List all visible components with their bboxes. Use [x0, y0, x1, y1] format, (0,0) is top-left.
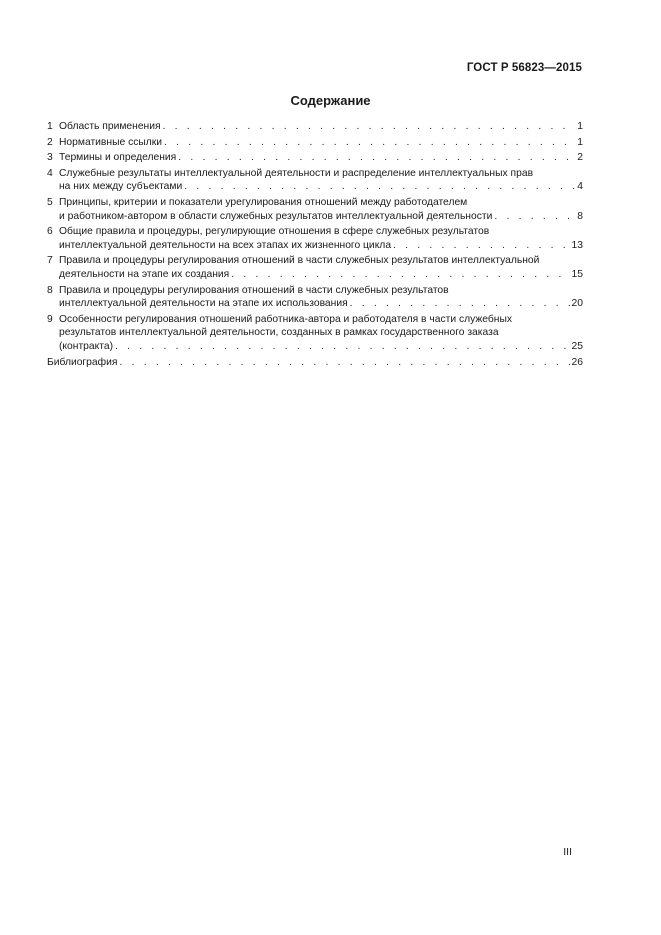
toc-entry-number: 2	[47, 136, 53, 148]
toc-leader-dots	[115, 340, 570, 354]
toc-entry-page: 13	[571, 239, 583, 251]
toc-entry-line	[47, 120, 583, 134]
toc-entry-title: Библиография	[47, 356, 118, 368]
toc-entry	[47, 136, 583, 150]
standard-code: ГОСТ Р 56823—2015	[466, 62, 582, 74]
toc-entry-line	[47, 136, 583, 150]
toc-entry-title: Служебные результаты интеллектуальной деятельности и распределение интеллектуальных прав	[59, 167, 534, 179]
toc-entry-title: Правила и процедуры регулирования отношений в части служебных результатов	[59, 284, 449, 296]
toc-entry-number: 7	[47, 255, 53, 267]
toc-entry-line	[47, 210, 583, 224]
toc-entry-line	[47, 167, 583, 181]
toc-entry-title: Область применения	[59, 121, 161, 132]
toc-entry-title: (контракта)	[59, 340, 114, 352]
toc-entry	[47, 284, 583, 311]
toc-entry-title: Термины и определения	[59, 152, 177, 164]
toc-entry-number: 8	[47, 284, 53, 296]
page-number: III	[563, 846, 572, 858]
toc-entry-line	[47, 356, 583, 370]
toc-entry	[47, 225, 583, 252]
toc-leader-dots	[494, 210, 575, 224]
toc-leader-dots	[163, 120, 576, 134]
toc-entry-text	[47, 285, 449, 296]
toc-entry-page: 20	[571, 298, 583, 310]
toc-leader-dots	[178, 151, 575, 165]
toc-entry-title: Общие правила и процедуры, регулирующие отношения в сфере служебных результатов	[59, 226, 490, 238]
toc-entry	[47, 167, 583, 194]
toc-entry	[47, 196, 583, 223]
toc-entry-line	[47, 284, 583, 298]
toc-entry-text	[59, 268, 229, 282]
toc-entry-text	[47, 314, 512, 325]
toc-entry-page: 1	[577, 121, 583, 132]
toc-leader-dots	[231, 268, 569, 282]
toc-leader-dots	[350, 297, 570, 311]
toc-entry-line	[47, 313, 583, 327]
toc-entry-title: интеллектуальной деятельности на этапе их использования	[59, 298, 348, 310]
toc-leader-dots	[393, 239, 569, 253]
toc-entry-text	[59, 340, 113, 354]
toc-entry-text	[47, 356, 117, 370]
toc-entry-title: и работником-автором в области служебных результатов интеллектуальной деятельности	[59, 210, 493, 222]
toc-entry-line	[47, 180, 583, 194]
toc-entry-text	[47, 197, 467, 208]
toc-entry-line	[47, 326, 583, 340]
toc-entry-text	[47, 226, 489, 237]
toc-entry-text	[47, 151, 176, 165]
toc-entry-page: 4	[577, 181, 583, 193]
toc-entry-number: 5	[47, 196, 53, 208]
table-of-contents	[47, 120, 583, 371]
toc-entry-number: 4	[47, 167, 53, 179]
toc-leader-dots	[164, 136, 575, 150]
toc-entry-page: 2	[577, 152, 583, 164]
toc-entry-line	[47, 196, 583, 210]
toc-entry-line	[47, 151, 583, 165]
toc-entry-title: Принципы, критерии и показатели урегулирования отношений между работодателем	[59, 196, 468, 208]
toc-entry-text	[59, 239, 391, 253]
toc-heading: Содержание	[290, 93, 371, 108]
toc-entry-title: Нормативные ссылки	[59, 136, 163, 148]
toc-entry-page: 15	[571, 268, 583, 280]
toc-entry-number: 6	[47, 226, 53, 238]
toc-entry-text	[59, 297, 348, 311]
toc-entry	[47, 120, 583, 134]
toc-entry-page: 26	[571, 356, 583, 368]
toc-entry-line	[47, 225, 583, 239]
toc-entry-title: Правила и процедуры регулирования отношений в части служебных результатов интеллектуальной	[59, 255, 540, 267]
toc-entry-line	[47, 297, 583, 311]
toc-entry-line	[47, 268, 583, 282]
toc-entry-text	[47, 255, 539, 266]
toc-entry-number: 3	[47, 152, 53, 164]
toc-entry-text	[47, 120, 161, 134]
toc-entry-title: результатов интеллектуальной деятельности, созданных в рамках государственного заказа	[59, 327, 499, 339]
toc-entry-text	[59, 210, 492, 224]
toc-leader-dots	[184, 180, 575, 194]
toc-entry-page: 8	[577, 210, 583, 222]
toc-entry-number: 9	[47, 313, 53, 325]
toc-leader-dots	[119, 356, 569, 370]
toc-entry-page: 1	[577, 136, 583, 148]
toc-entry-line	[47, 340, 583, 354]
toc-entry	[47, 151, 583, 165]
toc-entry-text	[59, 327, 499, 338]
toc-entry	[47, 356, 583, 370]
toc-entry-line	[47, 239, 583, 253]
toc-entry-page: 25	[571, 340, 583, 352]
toc-entry	[47, 254, 583, 281]
toc-entry-title: на них между субъектами	[59, 181, 183, 193]
toc-entry-title: деятельности на этапе их создания	[59, 268, 230, 280]
toc-entry-title: Особенности регулирования отношений работника-автора и работодателя в части служебных	[59, 313, 513, 325]
toc-entry	[47, 313, 583, 354]
toc-entry-line	[47, 254, 583, 268]
toc-entry-number: 1	[47, 121, 53, 132]
toc-entry-text	[59, 180, 182, 194]
toc-entry-text	[47, 136, 162, 150]
toc-entry-text	[47, 168, 533, 179]
toc-entry-title: интеллектуальной деятельности на всех этапах их жизненного цикла	[59, 239, 392, 251]
